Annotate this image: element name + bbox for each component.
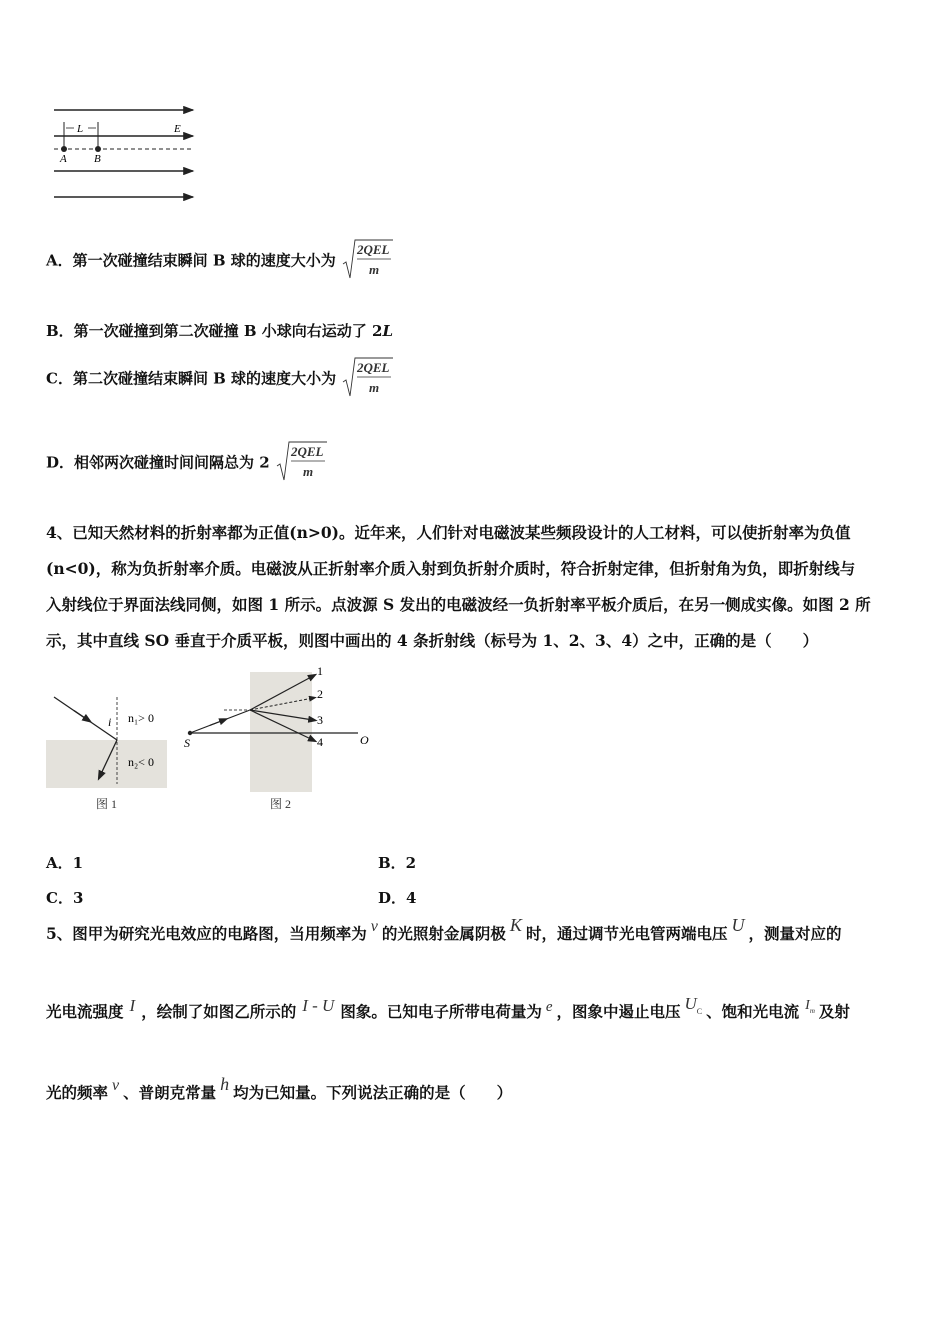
label-E: E: [174, 123, 181, 135]
q4-line-4: 示，其中直线 SO 垂直于介质平板，则图中画出的 4 条折射线（标号为 1、2、3、4）之中，正确的是（ ）: [46, 631, 819, 650]
svg-text:n₁> 0: n₁> 0: [128, 711, 154, 725]
svg-text:m: m: [369, 380, 380, 395]
svg-text:O: O: [360, 733, 369, 747]
q5-line-1: 5、图甲为研究光电效应的电路图，当用频率为 v 的光照射金属阴极 K 时，通过调节光电管两端电压 U ，测量对应的: [46, 915, 842, 943]
q3-option-c-text: C．第二次碰撞结束瞬间 B 球的速度大小为: [46, 369, 337, 388]
ray-label-1: 1: [317, 664, 323, 678]
q3-option-c: [46, 356, 393, 400]
sqrt-expression: [341, 238, 393, 282]
q5-line-2: 光电流强度 I ，绘制了如图乙所示的 I - U 图象。已知电子所带电荷量为 e ，图象中遏止电压 UC 、饱和光电流 $I^m$ 及射: [46, 994, 850, 1021]
label-L: L: [77, 123, 84, 135]
ball-B: [95, 146, 101, 152]
sqrt-expression: [341, 356, 393, 400]
svg-text:2QEL: 2QEL: [357, 242, 390, 257]
ray-label-2: 2: [317, 687, 323, 701]
svg-text:m: m: [369, 262, 380, 277]
q4-line-2: (n<0)，称为负折射率介质。电磁波从正折射率介质入射到负折射介质时，符合折射定律，但折射角为负，即折射线与: [46, 559, 856, 578]
fig1-caption: 图 1: [96, 797, 118, 811]
q4-option-a: A．1: [46, 854, 84, 872]
q3-option-d: [46, 440, 327, 484]
electric-field-figure: [48, 100, 208, 210]
svg-text:m: m: [302, 464, 314, 479]
q3-option-b: B．第一次碰撞到第二次碰撞 B 小球向右运动了 2L: [46, 322, 394, 340]
svg-text:S: S: [184, 736, 190, 750]
q4-option-b: B．2: [378, 854, 417, 872]
q4-text: [46, 515, 906, 659]
ball-A: [61, 146, 67, 152]
svg-text:n₂< 0: n₂< 0: [128, 755, 154, 769]
ray-label-4: 4: [317, 735, 323, 749]
q3-option-a: [46, 238, 393, 282]
figure-1: [44, 692, 174, 817]
svg-text:2QEL: 2QEL: [357, 360, 390, 375]
q4-line-3: 入射线位于界面法线同侧，如图 1 所示。点波源 S 发出的电磁波经一负折射率平板介质后，在另一侧成实像。如图 2 所: [46, 595, 871, 614]
figure-2: [180, 660, 380, 820]
fig2-caption: 图 2: [270, 797, 292, 811]
svg-text:i: i: [108, 715, 112, 729]
q3-option-a-text: A．第一次碰撞结束瞬间 B 球的速度大小为: [46, 251, 336, 270]
label-A: A: [60, 153, 67, 165]
sqrt-expression: [275, 440, 327, 484]
ray-label-3: 3: [317, 713, 323, 727]
q4-option-c: C．3: [46, 889, 84, 907]
svg-text:2QEL: 2QEL: [290, 444, 324, 459]
q5-line-3: 光的频率 v 、普朗克常量 h 均为已知量。下列说法正确的是（ ）: [46, 1074, 513, 1102]
label-B: B: [94, 153, 101, 165]
q4-option-d: D．4: [378, 889, 417, 907]
q4-line-1: 4、已知天然材料的折射率都为正值(n>0)。近年来，人们针对电磁波某些频段设计的人工材料，可以使折射率为负值: [46, 523, 851, 542]
q3-option-d-text: D．相邻两次碰撞时间间隔总为 2: [46, 453, 270, 472]
